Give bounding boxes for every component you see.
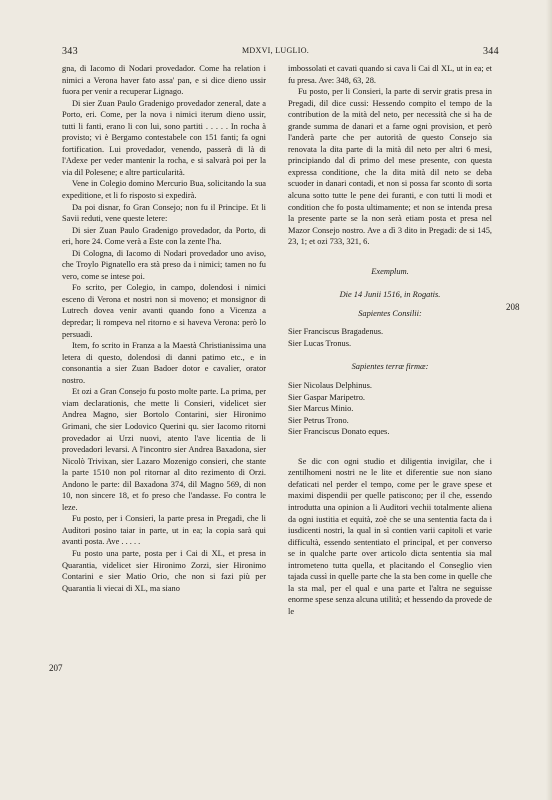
paragraph: Item, fo scrito in Franza a la Maestà Christianissima una letera di questo, dolendosi di danni patimo etc., e in consonantia a sier Zuan Badoer dotor e cavalier, orator nostro. (62, 341, 266, 385)
paragraph: Fo scrito, per Colegio, in campo, dolendosi i nimici esceno di Verona et nostri non si moveno; et monsignor di Lutrech dovea venir avanti quando fono a Vicenza a depredar; li rompeva nel ritorno e si haveva Verona: però lo persuadi. (62, 283, 266, 339)
date-heading: Die 14 Junii 1516, in Rogatis. (339, 290, 441, 300)
exemplum-heading: Exemplum. (371, 266, 409, 276)
name-entry: Sier Lucas Tronus. (288, 338, 352, 348)
margin-number-right: 208 (506, 302, 520, 312)
paragraph: Se dic con ogni studio et diligentia invigilar, che i zentilhomeni nostri ne le lite et diferentie sue non siano defaticati nel perder el tempo, come per le grave spese et maximi dispendii per quelle patiscono; per il che, essendo introdutta una opinion a li Auditori vechii totalmente aliena da ogni iustitia et equità, zoè che se una sententia facta da i iusdicenti nostri, la qual in sì contien varii capitoli et varie difficultà, essendo sententiato el principal, et per converso se in qualche parte over articolo dicta sententia sia mal intrometeno tutta quella, et placitando el Conseglio vien tajada cussì in quelle parte che la sta ben come in quelle che la sta mal, per el qual e una parte et l'altra ne seguisse enorme spese senza alcuna utilità; et hessendo da provede de le (288, 456, 492, 616)
page-edge (546, 0, 552, 800)
name-entry: Sier Marcus Minio. (288, 404, 354, 414)
paragraph: gna, di Iacomo di Nodari provedador. Come ha relation i nimici a Verona haver fato assa' pan, e si dice dieno ussir fuora per venir a recuperar Lignago. (62, 64, 266, 97)
paragraph: Fu posto una parte, posta per i Cai di XL, et presa in Quarantia, videlicet sier Hironimo Zorzi, sier Hironimo Contarini e sier Matio Orio, che non si fazi più per Quarantia li viecai di XL, ma siano (62, 548, 266, 593)
name-entry: Sier Petrus Trono. (288, 415, 349, 425)
page-number-left: 343 (62, 46, 78, 57)
left-column (62, 63, 266, 594)
paragraph: imbossolati et cavati quando si cava li Cai dl XL, ut in ea; et fu presa. Ave: 348, 63, 28. (288, 64, 492, 85)
right-column (288, 63, 492, 617)
sapientes-consilii-title: Sapientes Consilii: (358, 308, 422, 318)
paragraph: Di sier Zuan Paulo Gradenigo provedador, da Porto, di eri, hore 24. Come verà a Este con la zente l'ha. (62, 225, 266, 247)
name-entry: Sier Franciscus Bragadenus. (288, 327, 384, 337)
sapientes-terrae-title: Sapientes terræ firmæ: (351, 362, 429, 372)
paragraph: Fu posto, per i Consieri, la parte presa in Pregadi, che li Auditori posino taiar in parte, ut in ea; la copia sarà qui avanti posta. Ave . . . . . (62, 514, 266, 547)
paragraph: Da poi disnar, fo Gran Consejo; non fu il Principe. Et li Savii reduti, vene queste letere: (62, 202, 266, 224)
paragraph: Vene in Colegio domino Mercurio Bua, solicitando la sua expeditione, et li fo risposto si expedirà. (62, 179, 266, 201)
name-entry: Sier Nicolaus Delphinus. (288, 381, 372, 391)
paragraph: Et ozi a Gran Consejo fu posto molte parte. La prima, per viam declarationis, che mette li Consieri, videlicet sier Andrea Magno, sier Bortolo Contarini, sier Hironimo Grimani, che sier Lodovico Querini qu. sier Iacomo ritorni provedador ai Urzi nuovi, atento l'ave licentia de li provedadori levarsi. A l'incontro sier Andrea Baxadona, sier Nicolò Trivixan, sier Lazaro Mozenigo consieri, che stante la parte 1510 non pol ritornar al dito rezimento di Orzi. Andono le parte: dil Baxadona 374, dil Magno 569, di non 10, non sincere 18, et fo preso che l'andasse. Fo contra le leze. (62, 387, 266, 512)
paragraph: Di sier Zuan Paulo Gradenigo provedador zeneral, date a Porto, eri. Come, per la nova i nimici iterum dieno ussir, tutti li fanti, erano li con lui, sono partiti . . . . . In rocha à provisto; vi è Bergamo contestabele con 151 fanti; fa ogni fortification. Lui provedador, venendo, passerà di là di l'Adexe per veder mantenir la rocha, e si salvarà poi per la via dil Polesene; e altre particularità. (62, 98, 266, 177)
name-entry: Sier Gaspar Maripetro. (288, 392, 365, 402)
running-title: MDXVI, LUGLIO. (242, 46, 310, 55)
paragraph: Di Cologna, di Iacomo di Nodari provedador uno aviso, che Troylo Pignatello era stà preso da i nimici; tamen no fu vero, come se intese poi. (62, 248, 266, 281)
paragraph: Fu posto, per li Consieri, la parte di servir gratis presa in Pregadi, dil dice cussi: Hessendo compito el tempo de la contribution de la mità del neto, per necessità che si ha de grande summa de danari et a farne ogni provision, et però l'anderà parte che per autorità de questo Consejo sia renovata la dita parte di la mità dil neto per altri 6 mesi, principiando dal dì primo del mese presente, con questa expressa conditione, che la dita mità dil neto se deba scuoder in danari contadi, et non si possa far sconto di sorta alcuna sotto tutte le pene dei furanti, e con tutti li modi et condition che fo posta ultimamente; et non se intenda presa la presente parte se la non serà etiam posta et presa nel Mazor Consejo nostro. Ave a dì 3 dito in Pregadi: de si 145, 23, 1; et ozi 733, 321, 6. (288, 87, 492, 247)
page-number-right: 344 (483, 46, 499, 57)
margin-number-left: 207 (49, 663, 63, 673)
name-entry: Sier Franciscus Donato eques. (288, 427, 390, 437)
